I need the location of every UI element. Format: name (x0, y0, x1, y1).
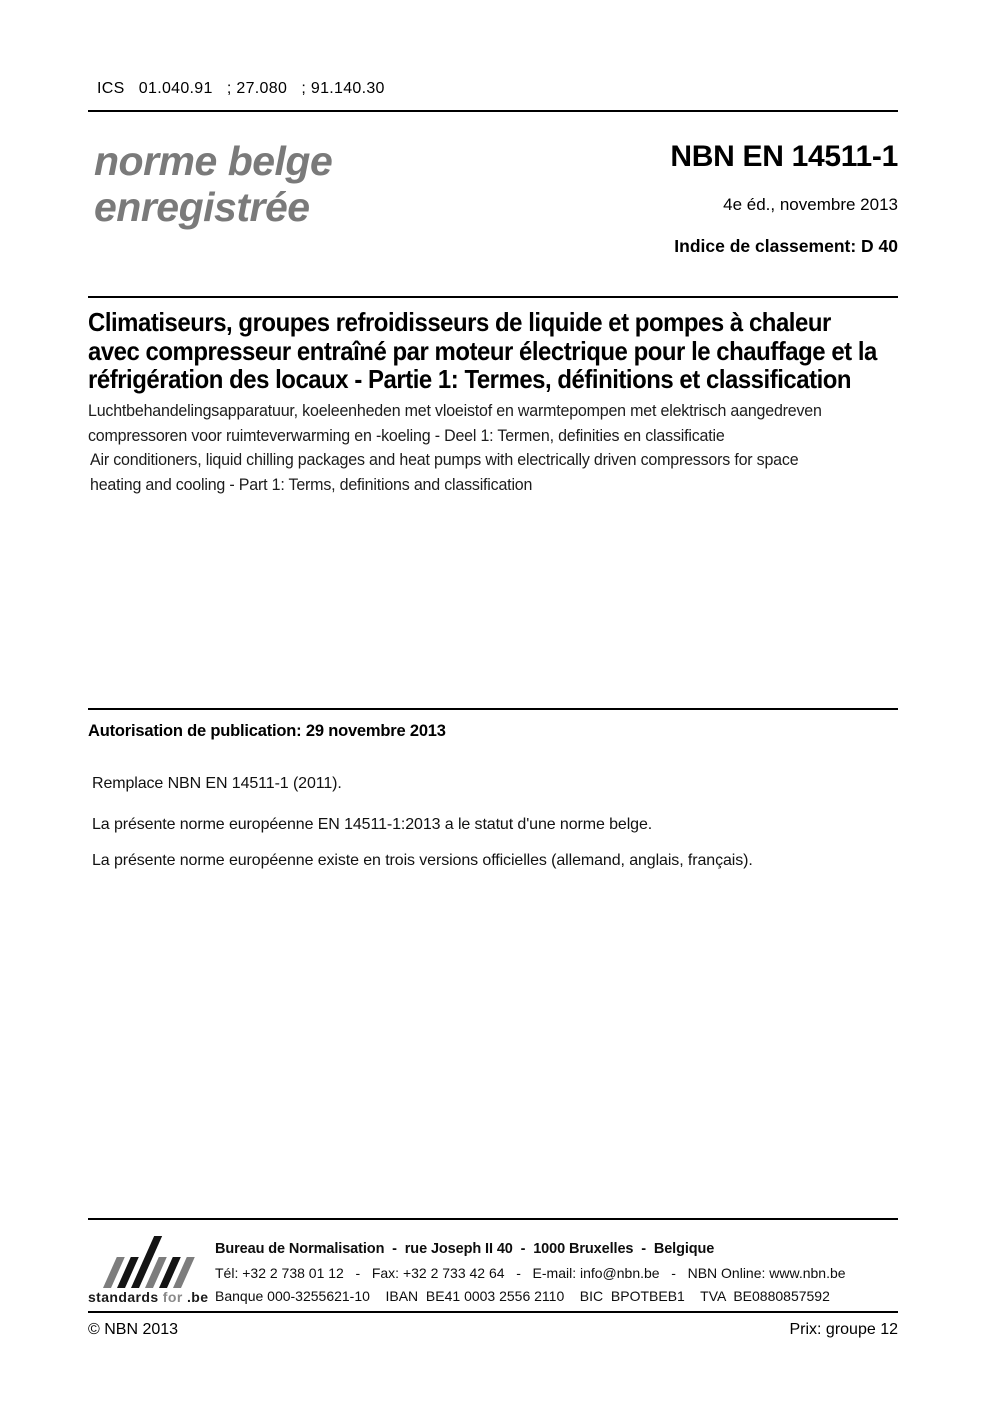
publisher-contact: Tél: +32 2 738 01 12 - Fax: +32 2 733 42 64 - E-mail: info@nbn.be - NBN Online: www.nbn.be (215, 1264, 846, 1281)
title-english-line1: Air conditioners, liquid chilling packages and heat pumps with electrically driven compressors for space (90, 451, 799, 469)
title-dutch-line2: compressoren voor ruimteverwarming en -koeling - Deel 1: Termen, definities en classificatie (88, 426, 725, 445)
title-dutch (88, 399, 822, 448)
ics-codes: ICS 01.040.91 ; 27.080 ; 91.140.30 (97, 80, 385, 97)
title-french-line3: réfrigération des locaux - Partie 1: Termes, définitions et classification (88, 364, 852, 394)
title-french-line2: avec compresseur entraîné par moteur électrique pour le chauffage et la (88, 335, 877, 366)
divider-title-block (88, 296, 898, 298)
status-note: La présente norme européenne EN 14511-1:2013 a le statut d'une norme belge. (92, 816, 653, 833)
price-group: Prix: groupe 12 (789, 1321, 898, 1338)
divider-top (88, 110, 898, 112)
copyright-notice: © NBN 2013 (88, 1321, 179, 1338)
title-french-line1: Climatiseurs, groupes refroidisseurs de liquide et pompes à chaleur (88, 307, 831, 337)
publication-authorization: Autorisation de publication: 29 novembre 2013 (88, 722, 446, 740)
title-french (88, 308, 877, 394)
header-right-block (670, 140, 898, 257)
title-english-line2: heating and cooling - Part 1: Terms, definitions and classification (90, 475, 533, 494)
standard-number: NBN EN 14511-1 (670, 140, 898, 173)
title-dutch-line1: Luchtbehandelingsapparatuur, koeleenheden met vloeistof en warmtepompen met elektrisch aangedreven (88, 402, 822, 420)
publisher-address: Bureau de Normalisation - rue Joseph II 40 - 1000 Bruxelles - Belgique (215, 1241, 715, 1257)
publisher-bank-details: Banque 000-3255621-10 IBAN BE41 0003 2556 2110 BIC BPOTBEB1 TVA BE0880857592 (215, 1288, 830, 1304)
nbn-logo-tagline (88, 1289, 208, 1305)
document-type-line1: norme belge (94, 138, 333, 184)
document-type-line2: enregistrée (94, 184, 310, 230)
versions-note: La présente norme européenne existe en trois versions officielles (allemand, anglais, français). (92, 852, 753, 869)
divider-footer-bottom (88, 1311, 898, 1313)
replaces-note: Remplace NBN EN 14511-1 (2011). (92, 775, 342, 792)
document-type-label (94, 138, 332, 230)
logo-tagline-part1: standards (88, 1289, 159, 1305)
publisher-info (215, 1238, 846, 1309)
divider-footer-top (88, 1218, 898, 1220)
logo-tagline-part2: for (158, 1289, 183, 1305)
edition-date: 4e éd., novembre 2013 (723, 195, 898, 214)
classification-index: Indice de classement: D 40 (674, 236, 898, 256)
divider-publication (88, 708, 898, 710)
nbn-logo-icon (103, 1236, 221, 1288)
logo-tagline-part3: .be (182, 1289, 209, 1305)
title-english (90, 448, 798, 497)
